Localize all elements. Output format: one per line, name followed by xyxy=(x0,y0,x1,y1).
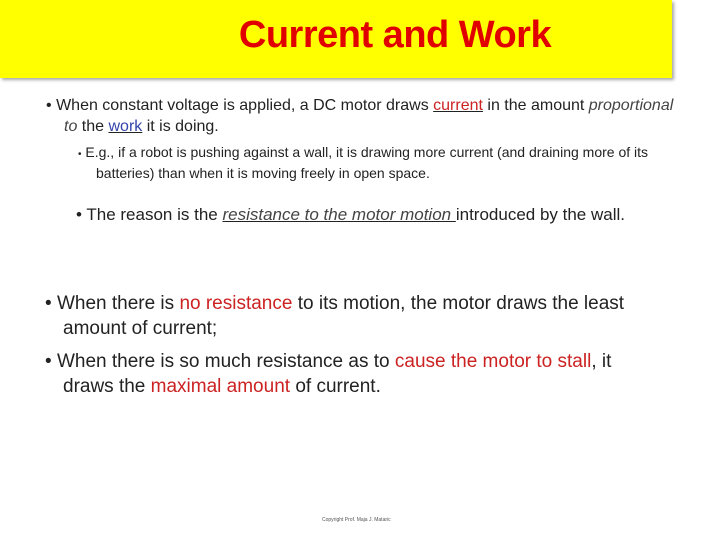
bullet-no-resistance xyxy=(45,291,663,341)
bullet-text: the xyxy=(77,118,109,135)
bullet-text: in the amount xyxy=(482,97,589,114)
highlight-no-resistance: no resistance xyxy=(179,293,293,314)
bullet-stall xyxy=(45,349,663,399)
bullet-text: When constant voltage is applied, a DC motor draws xyxy=(56,97,434,114)
highlight-stall: cause the motor to stall xyxy=(394,351,592,372)
bullet-marker: • xyxy=(45,293,52,314)
bullet-text: introduced by the wall. xyxy=(455,205,625,224)
bullet-text: , it draws the xyxy=(63,351,612,397)
bullet-robot-example xyxy=(78,143,656,182)
highlight-current: current xyxy=(433,97,483,114)
bullet-text: The reason is the xyxy=(86,205,223,224)
highlight-work: work xyxy=(108,118,143,135)
bullet-marker: • xyxy=(45,351,52,372)
bullet-resistance-reason xyxy=(76,203,654,226)
bullet-text: E.g., if a robot is pushing against a wall, it is drawing more current (and draining more of its batteries) than when it is moving freely in open space. xyxy=(85,144,649,181)
highlight-maximal: maximal amount xyxy=(150,376,291,397)
slide-title: Current and Work xyxy=(238,14,552,56)
bullet-text: to its motion, the motor draws the least amount of current; xyxy=(63,293,625,339)
highlight-resistance: resistance to the motor motion xyxy=(222,205,456,224)
bullet-text: When there is so much resistance as to xyxy=(56,351,395,372)
highlight-proportional: proportional to xyxy=(64,97,674,135)
bullet-marker: • xyxy=(78,149,82,160)
bullet-text: it is doing. xyxy=(142,118,219,135)
bullet-marker: • xyxy=(46,97,52,114)
bullet-marker: • xyxy=(76,205,82,224)
copyright-footer: Copyright Prof. Maja J. Mataric xyxy=(322,517,391,523)
bullet-text: of current. xyxy=(290,376,381,397)
bullet-voltage-current xyxy=(46,95,674,137)
bullet-text: When there is xyxy=(56,293,180,314)
